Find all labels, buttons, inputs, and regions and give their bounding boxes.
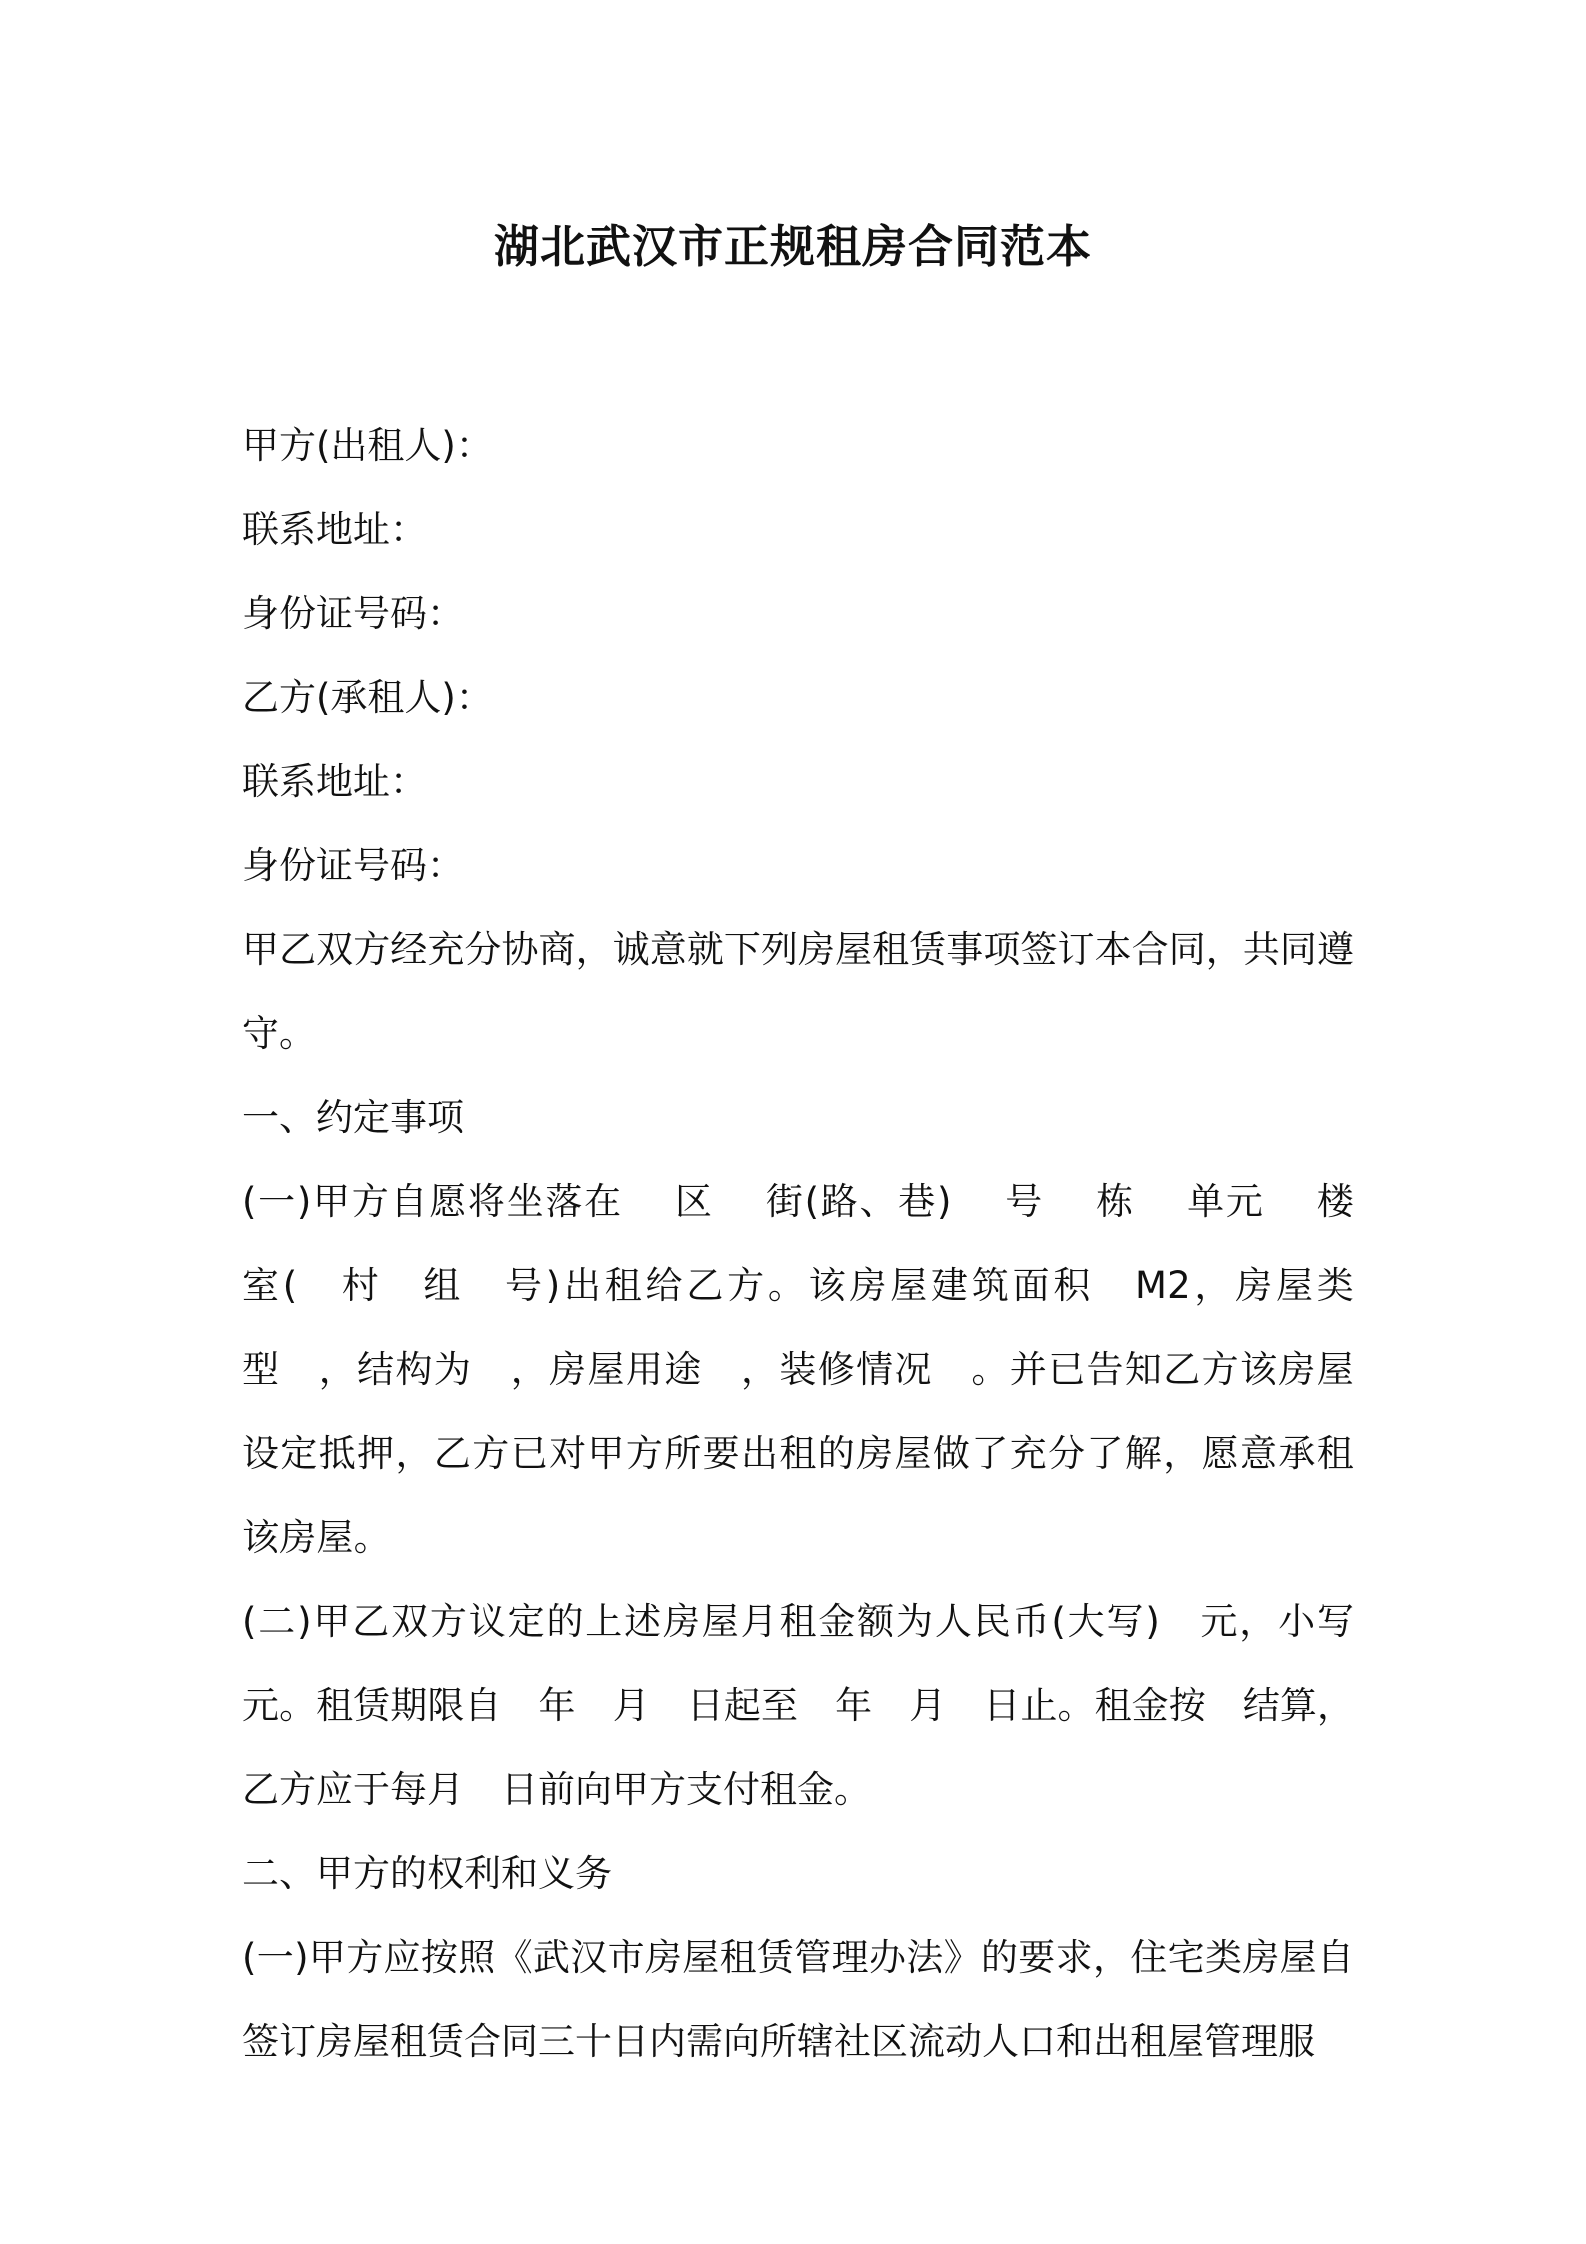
section-2-heading: 二、甲方的权利和义务 <box>242 1852 612 1895</box>
party-b-id-label: 身份证号码： <box>242 844 464 887</box>
document-body <box>242 404 1392 2084</box>
party-b-address-label: 联系地址： <box>242 760 427 803</box>
party-a-id-label: 身份证号码： <box>242 592 464 635</box>
section-1-clause-2: (二)甲乙双方议定的上述房屋月租金额为人民币(大写) 元，小写 元。租赁期限自 年 月 日起至 年 月 日止。租金按 结算，乙方应于每月 日前向甲方支付租金。 <box>242 1600 1391 1811</box>
party-a-address-label: 联系地址： <box>242 508 427 551</box>
party-b-label: 乙方(承租人)： <box>242 676 493 719</box>
section-1-heading: 一、约定事项 <box>242 1096 464 1139</box>
document-title: 湖北武汉市正规租房合同范本 <box>493 220 1092 273</box>
party-a-label: 甲方(出租人)： <box>242 424 493 467</box>
preamble-paragraph: 甲乙双方经充分协商，诚意就下列房屋租赁事项签订本合同，共同遵守。 <box>242 928 1354 1055</box>
section-1-clause-1: (一)甲方自愿将坐落在 区 街(路、巷) 号 栋 单元 楼 室( 村 组 号)出租给乙方。该房屋建筑面积 M2，房屋类型 ，结构为 ，房屋用途 ，装修情况 。并已告知乙方该房屋 设定抵押，乙方已对甲方所要出租的房屋做了充分了解，愿意承租该房屋。 <box>242 1180 1392 1559</box>
section-2-clause-1: (一)甲方应按照《武汉市房屋租赁管理办法》的要求，住宅类房屋自签订房屋租赁合同三十日内需向所辖社区流动人口和出租屋管理服 <box>242 1936 1354 2063</box>
